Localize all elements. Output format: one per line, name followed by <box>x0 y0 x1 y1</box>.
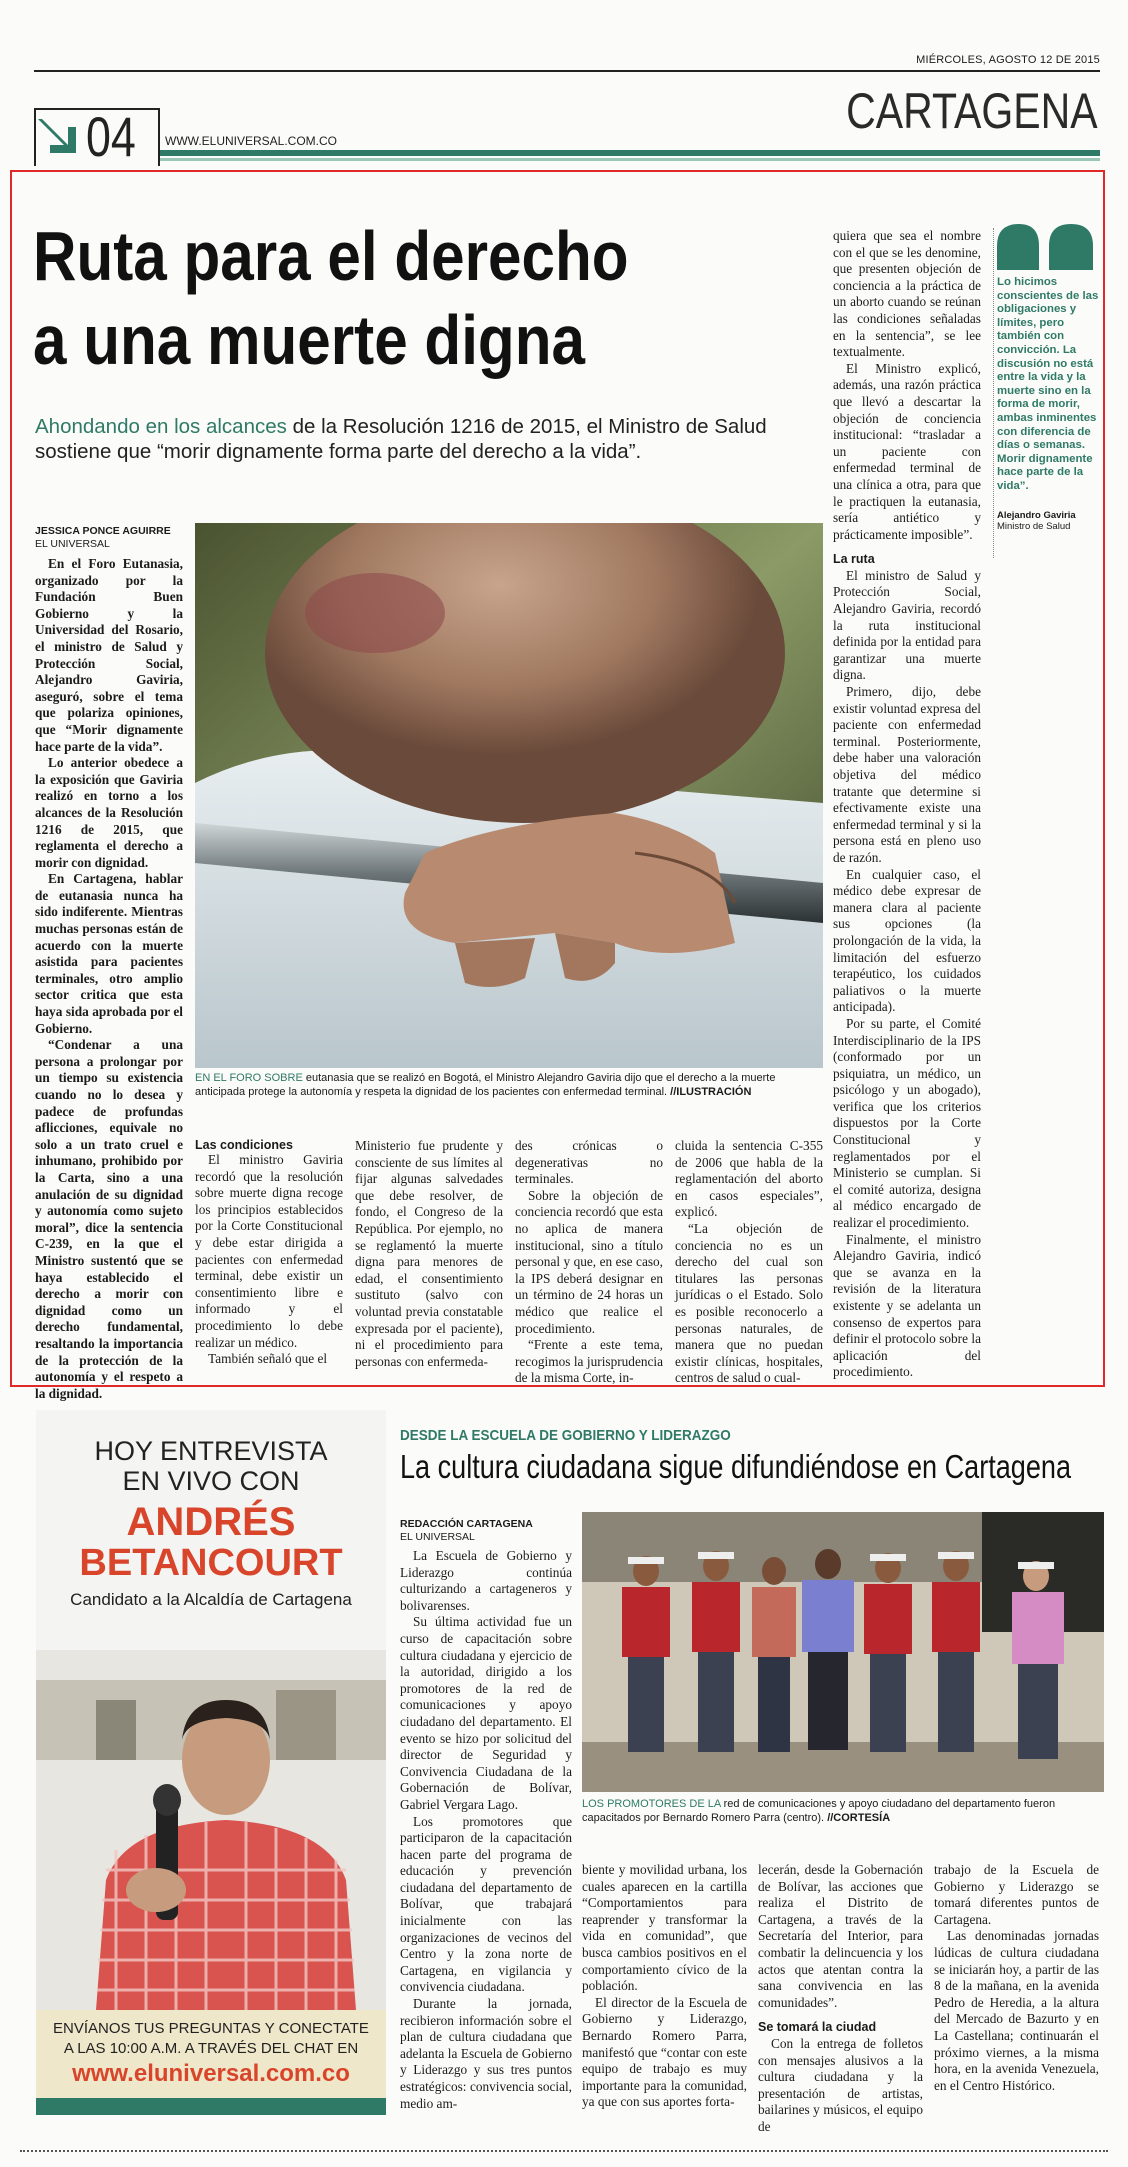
green-rule <box>160 150 1100 156</box>
headline <box>33 214 629 382</box>
subhead-conditions: Las condiciones <box>195 1138 293 1152</box>
second-byline-name: REDACCIÓN CARTAGENA <box>400 1518 533 1530</box>
arrow-icon <box>38 113 82 157</box>
paragraph: Durante la jornada, recibieron información sobre el plan de cultura ciudadana que adelanta la Escuela de Gobierno y Liderazgo y sus tres puntos estratégicos: convivencia social, medio am- <box>400 1996 572 2111</box>
paragraph: quiera que sea el nombre con el que se les denomine, que presenten objeción de conciencia a la práctica de un aborto cuando se reúnan las condiciones señaladas en la sentencia”, se lee textualmente. <box>833 228 981 360</box>
page-number: 04 <box>86 105 136 168</box>
quote-divider <box>993 228 994 558</box>
paragraph: “Frente a este tema, recogimos la jurisprudencia de la misma Corte, in- <box>515 1337 663 1386</box>
second-column-4 <box>934 1862 1099 2094</box>
headline-line-1: Ruta para el derecho <box>33 217 629 295</box>
lead-paragraph <box>35 414 805 464</box>
promoters-photo <box>582 1512 1104 1792</box>
quote-author-role: Ministro de Salud <box>997 521 1071 532</box>
paragraph: El ministro Gaviria recordó que la resolución sobre muerte digna recoge los principios establecidos por la Corte Constitucional y debe estar dirigida a pacientes con enfermedad terminal, debe existir un consentimiento libre e informado y el procedimiento lo debe realizar un médico. <box>195 1152 343 1350</box>
second-photo-caption <box>582 1797 1104 1825</box>
article-column-right <box>833 228 981 1381</box>
paragraph: lecerán, desde la Gobernación de Bolívar, las acciones que realiza el Distrito de Cartagena, a través de la Secretaría del Interior, para combatir la delincuencia y los actos que atentan contra la sana convivencia en las comunidades”. <box>758 1862 923 2010</box>
candidate-photo <box>36 1650 386 2010</box>
paragraph: biente y movilidad urbana, los cuales aparecen en la cartilla “Comportamientos para reaprender y transformar la vida en comunidad”, que busca cambios positivos en el comportamiento cívico de la población. <box>582 1862 747 1994</box>
paragraph: Lo anterior obedece a la exposición que Gaviria realizó en torno a los alcances de la Resolución 1216 de 2015, que reglamenta el derecho a morir con dignidad. <box>35 755 183 870</box>
byline <box>35 525 171 551</box>
photo-caption-lead: EN EL FORO SOBRE <box>195 1072 303 1084</box>
second-column-3 <box>758 1862 923 2136</box>
ad-name-1: ANDRÉS <box>126 1500 296 1544</box>
quote-author <box>997 510 1100 532</box>
photo-caption-text: eutanasia que se realizó en Bogotá, el Ministro Alejandro Gaviria dijo que el derecho a la muerte anticipada protege la autonomía y respeta la dignidad de los pacientes con enfermedad terminal. <box>195 1072 776 1098</box>
paragraph: Ministerio fue prudente y consciente de sus límites al fijar algunas salvedades que debe resolver, de fondo, el Congreso de la República. Por ejemplo, no se reglamentó la muerte digna para menores de edad, el consentimiento sustituto (salvo con voluntad previa constatable expresada por el paciente), ni el procedimiento para personas con enfermeda- <box>355 1138 503 1369</box>
article-column-2 <box>195 1138 343 1368</box>
ad-line-2: EN VIVO CON <box>122 1466 300 1496</box>
quote-author-name: Alejandro Gaviria <box>997 510 1076 521</box>
article-photo <box>195 523 823 1068</box>
photo-caption <box>195 1071 820 1099</box>
paragraph: En el Foro Eutanasia, organizado por la Fundación Buen Gobierno y la Universidad del Rosario, el ministro de Salud y Protección Social, Alejandro Gaviria, aseguró, sobre el tema que polariza opiniones, que “Morir dignamente hace parte de la vida”. <box>35 556 183 754</box>
quote-icon <box>995 222 1095 270</box>
second-subhead: Se tomará la ciudad <box>758 2020 877 2035</box>
paragraph: El ministro de Salud y Protección Social, Alejandro Gaviria, recordó la ruta institucional definida por la entidad para garantizar una muerte digna. <box>833 567 981 683</box>
paragraph: “Condenar a una persona a prolongar por un tiempo su existencia cuando no lo desea y padece de profundas aflicciones, equivale no solo a un trato cruel e inhumano, prohibido por la Carta, sino a una anulación de su dignidad y autonomía como sujeto moral”, dice la sentencia C-239, en la que el Ministro sustentó que se haya establecido el derecho a morir con dignidad como un derecho fundamental, resaltando la importancia de la protección de la autonomía y el respeto a la dignidad. <box>35 1037 183 1401</box>
photo-credit: //ILUSTRACIÓN <box>670 1086 752 1098</box>
byline-name: JESSICA PONCE AGUIRRE <box>35 525 171 537</box>
ad-cta-2: A LAS 10:00 A.M. A TRAVÉS DEL CHAT EN <box>63 2040 359 2057</box>
paragraph: El director de la Escuela de Gobierno y Liderazgo, Bernardo Romero Parra, manifestó que “contar con este equipo de trabajo es muy importante para la comunidad, ya que con sus aportes forta- <box>582 1994 747 2110</box>
second-byline <box>400 1518 533 1544</box>
paragraph: El Ministro explicó, además, una razón práctica que llevó a descartar la objeción de conciencia institucional: “trasladar a un paciente con enfermedad terminal de una clínica a otra, para que le practiquen la eutanasia, sería antiético y prácticamente imposible”. <box>833 360 981 542</box>
lead-highlight: Ahondando en los alcances <box>35 415 287 438</box>
second-column-1 <box>400 1548 572 2112</box>
article-column-3 <box>355 1138 503 1370</box>
ad-cta-1: ENVÍANOS TUS PREGUNTAS Y CONECTATE <box>53 2020 369 2037</box>
ad-bottom-bar <box>36 2098 386 2115</box>
byline-outlet: EL UNIVERSAL <box>35 538 110 550</box>
lead-text: de la Resolución 1216 de 2015, el Ministro de Salud sostiene que “morir dignamente forma parte del derecho a la vida”. <box>35 415 767 463</box>
second-caption-lead: LOS PROMOTORES DE LA <box>582 1798 721 1810</box>
second-kicker: DESDE LA ESCUELA DE GOBIERNO Y LIDERAZGO <box>400 1427 731 1444</box>
paragraph: Las denominadas jornadas lúdicas de cultura ciudadana se iniciarán hoy, a partir de las 8 de la mañana, en la avenida Pedro de Heredia, a la altura del Mercado de Bazurto y en La Castellana; continuarán el próximo viernes, a la misma hora, en la avenida Venezuela, en el Centro Histórico. <box>934 1928 1099 2093</box>
section-title: CARTAGENA <box>846 83 1098 139</box>
ad-line-1: HOY ENTREVISTA <box>94 1436 328 1466</box>
green-rule-light <box>160 158 1100 161</box>
second-column-2 <box>582 1862 747 2111</box>
paragraph: des crónicas o degenerativas no terminales. <box>515 1138 663 1187</box>
pull-quote: Lo hicimos conscientes de las obligaciones y límites, pero también con convicción. La discusión no está entre la vida y la muerte sino en la forma de morir, ambas inminentes con diferencia de días o semanas. Morir dignamente hace parte de la vida”. <box>997 276 1099 492</box>
paragraph: Primero, dijo, debe existir voluntad expresa del paciente con enfermedad terminal. Posteriormente, debe haber una valoración objetiva del médico tratante que determine si efectivamente existe una enfermedad terminal y si la persona está en pleno uso de razón. <box>833 684 981 865</box>
paragraph: Con la entrega de folletos con mensajes alusivos a la cultura ciudadana y la presentación de artistas, bailarines y músicos, el equipo de <box>758 2035 923 2134</box>
header-rule <box>34 70 1100 72</box>
article-column-1 <box>35 556 183 1402</box>
headline-line-2: a una muerte digna <box>33 301 585 379</box>
second-byline-outlet: EL UNIVERSAL <box>400 1531 475 1543</box>
campaign-ad <box>36 1410 386 2115</box>
ad-name-2: BETANCOURT <box>79 1542 343 1584</box>
website-label: WWW.ELUNIVERSAL.COM.CO <box>165 134 338 148</box>
paragraph: “La objeción de conciencia no es un derecho del cual son titulares las personas jurídicas o el Estado. Solo es posible reconocerlo a personas naturales, de manera que no puedan existir clínicas, hospitales, centros de salud o cual- <box>675 1220 823 1386</box>
paragraph: trabajo de la Escuela de Gobierno y Liderazgo se tomará diferentes puntos de Cartagena. <box>934 1862 1099 1927</box>
ad-url[interactable]: www.eluniversal.com.co <box>72 2060 350 2087</box>
article-column-4 <box>515 1138 663 1387</box>
paragraph: Los promotores que participaron de la capacitación hacen parte del programa de educación y prevención ciudadana del departamento de Bolívar, que trabajará inicialmente con las organizaciones de vecinos del Centro y la zona norte de Cartagena, en vigilancia y convivencia ciudadana. <box>400 1813 572 1995</box>
second-headline: La cultura ciudadana sigue difundiéndose en Cartagena <box>400 1448 1071 1485</box>
paragraph: En cualquier caso, el médico debe expresar de manera clara al paciente sus opciones (la prolongación de la vida, la limitación del esfuerzo terapéutico, los cuidados paliativos o la muerte anticipada). <box>833 866 981 1015</box>
bottom-rule <box>20 2150 1108 2152</box>
paragraph: Por su parte, el Comité Interdisciplinario de la IPS (conformado por un psiquiatra, un médico, un psicólogo y un abogado), verifica que los criterios dispuestos por la Corte Constitucional y reglamentados por el Ministerio se cumplan. Si el comité autoriza, designa al médico encargado de realizar el procedimiento. <box>833 1015 981 1231</box>
second-caption-text: red de comunicaciones y apoyo ciudadano del departamento fueron capacitados por Bernardo Romero Parra (centro). <box>582 1798 1056 1824</box>
paragraph: En Cartagena, hablar de eutanasia nunca ha sido indiferente. Mientras muchas personas están de acuerdo con la muerte asistida para pacientes terminales, otro amplio sector critica que esta haya sida aprobada por el Gobierno. <box>35 871 183 1036</box>
page-date: MIÉRCOLES, AGOSTO 12 DE 2015 <box>916 54 1100 66</box>
paragraph: cluida la sentencia C-355 de 2006 que habla de la reglamentación del aborto en casos especiales”, explicó. <box>675 1138 823 1220</box>
article-column-5 <box>675 1138 823 1387</box>
paragraph: También señaló que el <box>208 1351 328 1367</box>
paragraph: Finalmente, el ministro Alejandro Gaviria, indicó que se avanza en la revisión de la literatura existente y se adelanta un consenso de expertos para definir el protocolo sobre la aplicación del procedimiento. <box>833 1231 981 1380</box>
paragraph: La Escuela de Gobierno y Liderazgo continúa culturizando a cartageneros y bolivarenses. <box>400 1548 572 1613</box>
subhead-route: La ruta <box>833 552 875 567</box>
second-photo-credit: //CORTESÍA <box>827 1812 891 1824</box>
ad-role: Candidato a la Alcaldía de Cartagena <box>70 1590 352 1609</box>
paragraph: Su última actividad fue un curso de capacitación sobre cultura ciudadana y ejercicio de la autoridad, dirigido a los promotores de la red de comunicaciones y apoyo ciudadano del departamento. El evento se hizo por solicitud del director de Seguridad y Convivencia Ciudadana de la Gobernación de Bolívar, Gabriel Vergara Lago. <box>400 1614 572 1812</box>
paragraph: Sobre la objeción de conciencia recordó que esta no aplica de manera institucional, sino a título personal y que, en ese caso, la IPS deberá designar en un término de 24 horas un médico que realice el procedimiento. <box>515 1187 663 1336</box>
